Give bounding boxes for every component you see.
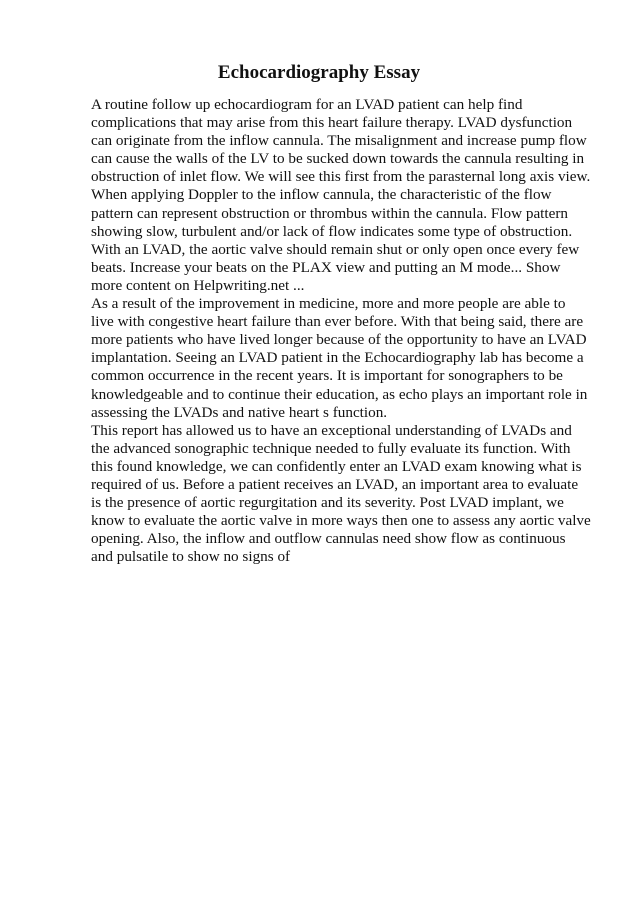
paragraph-report-summary: This report has allowed us to have an exceptional understanding of LVADs and the advanced sonographic technique needed to fully evaluate its function. With this found knowledge, we can confidently enter an LVAD exam knowing what is required of us. Before a patient receives an LVAD, an important area to evaluate is the presence of aortic regurgitation and its severity. Post LVAD implant, we know to evaluate the aortic valve in more ways then one to assess any aortic valve opening. Also, the inflow and outflow cannulas need show flow as continuous and pulsatile to show no signs of xyxy=(91,421,591,566)
document-body xyxy=(91,96,591,566)
paragraph-medicine-improvement: As a result of the improvement in medicine, more and more people are able to live with congestive heart failure than ever before. With that being said, there are more patients who have lived longer because of the opportunity to have an LVAD implantation. Seeing an LVAD patient in the Echocardiography lab has become a common occurrence in the recent years. It is important for sonographers to be knowledgeable and to continue their education, as echo plays an important role in assessing the LVADs and native heart s function. xyxy=(91,295,588,421)
paragraph-lvad-followup: A routine follow up echocardiogram for an LVAD patient can help find complications that may arise from this heart failure therapy. LVAD dysfunction can originate from the inflow cannula. The misalignment and increase pump flow can cause the walls of the LV to be sucked down towards the cannula resulting in obstruction of inlet flow. We will see this first from the parasternal long axis view. When applying Doppler to the inflow cannula, the characteristic of the flow pattern can represent obstruction or thrombus within the cannula. Flow pattern showing slow, turbulent and/or lack of flow indicates some type of obstruction. With an LVAD, the aortic valve should remain shut or only open once every few beats. Increase your beats on the PLAX view and putting an M mode... Show more content on Helpwriting.net ... xyxy=(91,96,591,294)
document-title: Echocardiography Essay xyxy=(217,62,421,83)
